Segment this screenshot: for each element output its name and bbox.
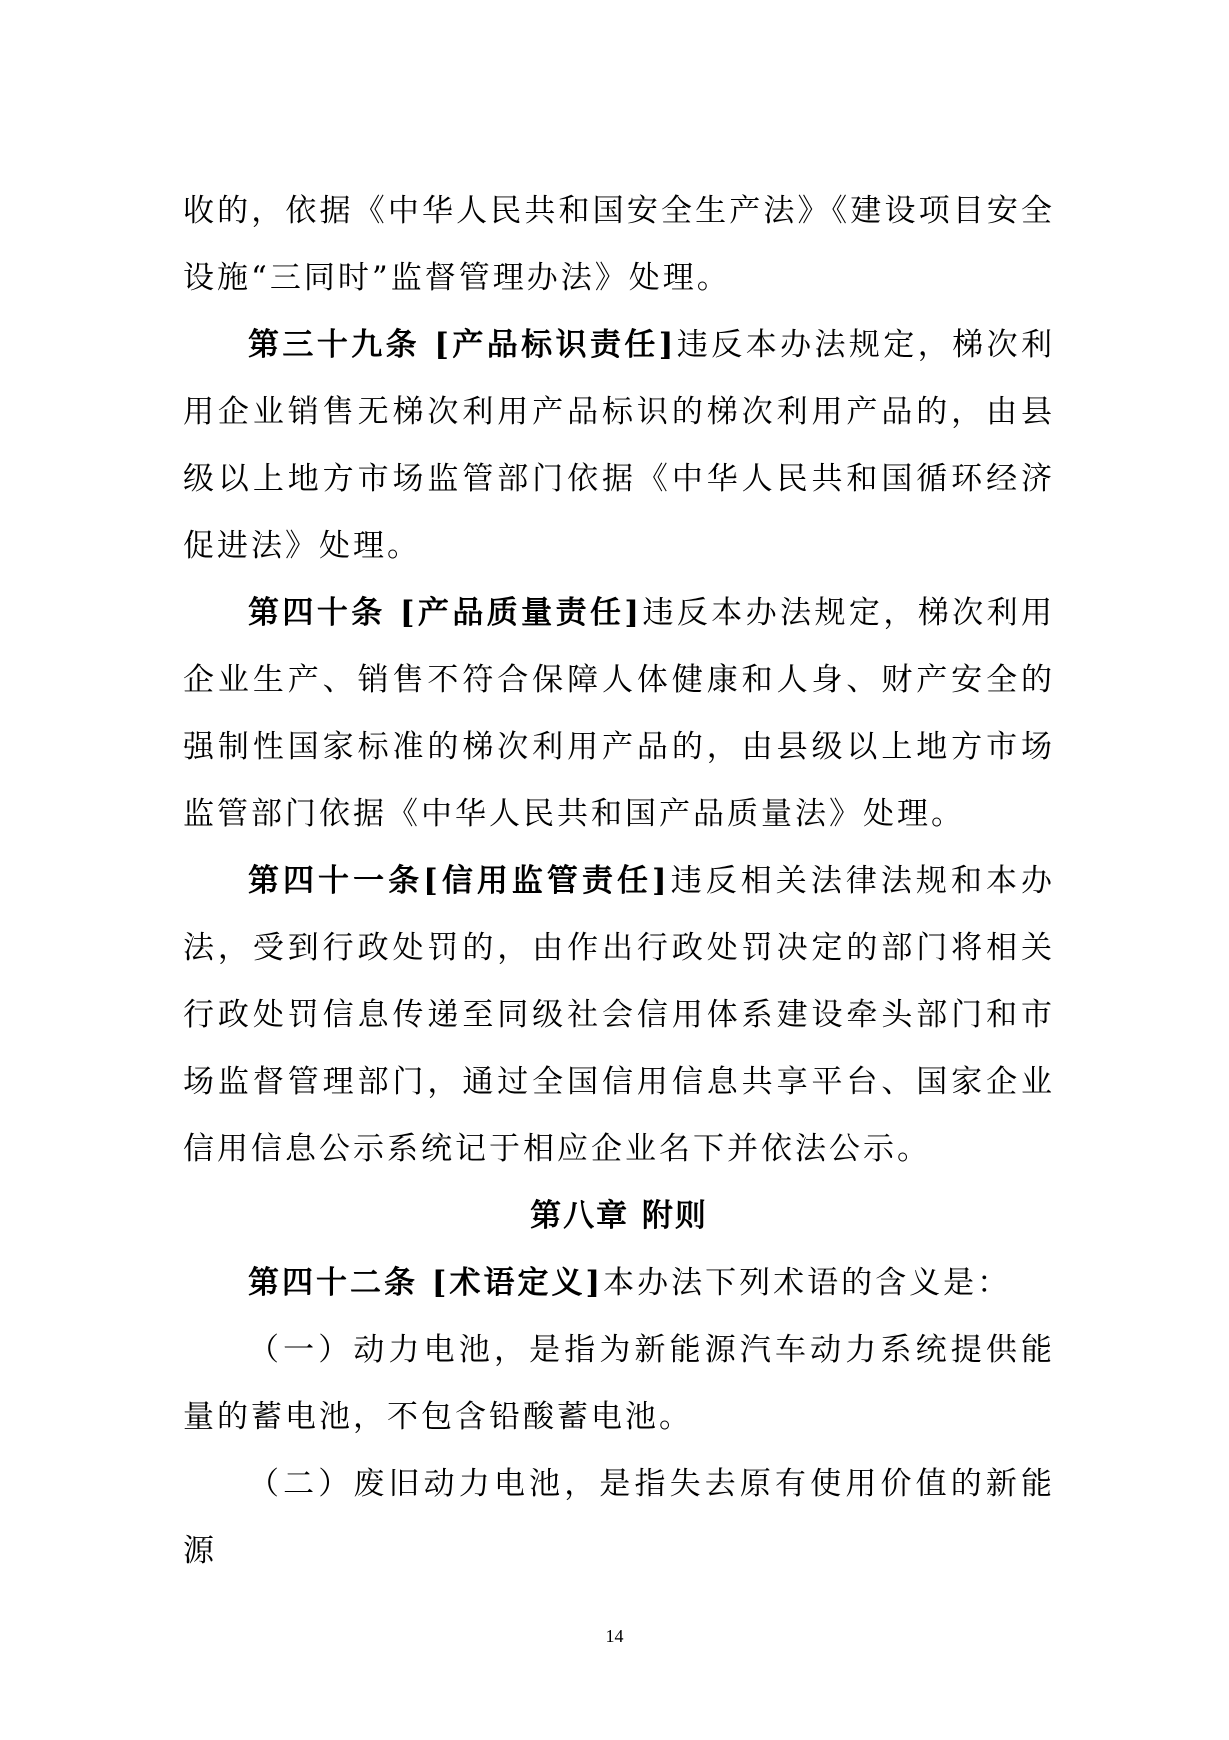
article-39-text: 违反本办法规定，梯次利用企业销售无梯次利用产品标识的梯次利用产品的，由县级以上地方市场监管部门依据《中华人民共和国循环经济促进法》处理。	[183, 327, 1055, 564]
article-40-text: 违反本办法规定，梯次利用企业生产、销售不符合保障人体健康和人身、财产安全的强制性国家标准的梯次利用产品的，由县级以上地方市场监管部门依据《中华人民共和国产品质量法》处理。	[183, 595, 1055, 832]
article-42	[183, 1250, 1055, 1317]
chapter-heading: 第八章 附则	[530, 1198, 708, 1234]
definition-item-2-text: （二）废旧动力电池，是指失去原有使用价值的新能源	[183, 1466, 1055, 1569]
paragraph-text: 收的，依据《中华人民共和国安全生产法》《建设项目安全设施“三同时”监督管理办法》处理。	[183, 193, 1055, 296]
article-42-text: 本办法下列术语的含义是：	[603, 1265, 1012, 1301]
article-41-heading: 第四十一条[信用监管责任]	[248, 863, 670, 899]
definition-item-2	[183, 1451, 1055, 1585]
definition-item-1	[183, 1317, 1055, 1451]
paragraph-continuation	[183, 178, 1055, 312]
article-41	[183, 848, 1055, 1183]
article-39-heading: 第三十九条 [产品标识责任]	[248, 327, 677, 363]
page-number: 14	[605, 1626, 624, 1646]
page-content	[183, 178, 1055, 1585]
article-40	[183, 580, 1055, 848]
article-42-heading: 第四十二条 [术语定义]	[248, 1265, 604, 1301]
article-41-text: 违反相关法律法规和本办法，受到行政处罚的，由作出行政处罚决定的部门将相关行政处罚信息传递至同级社会信用体系建设牵头部门和市场监督管理部门，通过全国信用信息共享平台、国家企业信用信息公示系统记于相应企业名下并依法公示。	[183, 863, 1056, 1167]
article-40-heading: 第四十条 [产品质量责任]	[248, 595, 643, 631]
definition-item-1-text: （一）动力电池，是指为新能源汽车动力系统提供能量的蓄电池，不包含铅酸蓄电池。	[183, 1332, 1055, 1435]
article-39	[183, 312, 1055, 580]
